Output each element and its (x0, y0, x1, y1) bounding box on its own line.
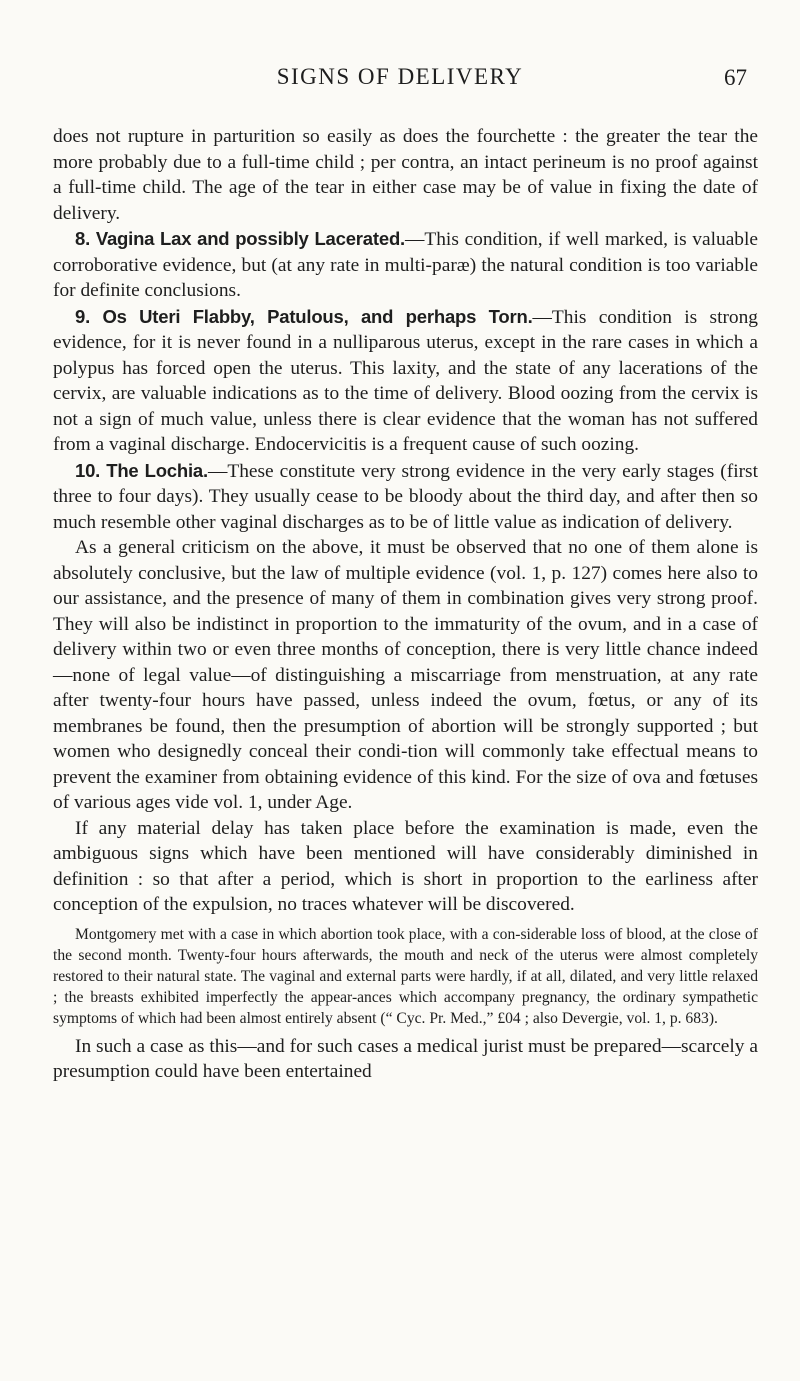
paragraph-text: —This condition is strong evidence, for it is never found in a nulliparous uterus, except in the rare cases in which a polypus has forced open the uterus. This laxity, and the state of any lacerations of the cervix, are valuable indications as to the time of delivery. Blood oozing from the cervix is not a sign of much value, unless there is clear evidence that the woman has not suffered from a vaginal discharge. Endocervicitis is a frequent cause of such oozing. (53, 306, 758, 455)
body-paragraph (53, 226, 758, 304)
section-heading: 9. Os Uteri Flabby, Patulous, and perhaps Torn. (75, 305, 533, 327)
body-paragraph (53, 304, 758, 458)
section-heading: 8. Vagina Lax and possibly Lacerated. (75, 228, 405, 249)
running-head: SIGNS OF DELIVERY (276, 64, 524, 89)
paragraph-text: —This condition, if well marked, is valuable corroborative evidence, but (at any rate in multi-paræ) the natural condition is too variable for definite conclusions. (53, 229, 758, 301)
body-paragraph (53, 535, 758, 816)
paragraph-text: If any material delay has taken place before the examination is made, even the ambiguous signs which have been mentioned will have considerably diminished in definition : so that after a period, which is short in proportion to the earliness after conception of the expulsion, no traces whatever will be discovered. (53, 817, 758, 915)
section-heading: 10. The Lochia. (75, 459, 208, 481)
paragraph-text: In such a case as this—and for such cases a medical jurist must be prepared—scarcely a presumption could have been entertained (53, 1035, 758, 1083)
body-paragraph (53, 816, 758, 918)
body-paragraph (53, 458, 758, 536)
page-number: 67 (724, 65, 747, 90)
paragraph-text: —These constitute very strong evidence in the very early stages (first three to four days). They usually cease to be bloody about the third day, and after then so much resemble other vaginal discharges as to be of little value as indication of delivery. (53, 460, 758, 533)
case-note-paragraph (53, 924, 758, 1030)
page-header (0, 64, 800, 94)
paragraph-text: As a general criticism on the above, it must be observed that no one of them alone is absolutely conclusive, but the law of multiple evidence (vol. 1, p. 127) comes here also to our assistance, and the presence of many of them in combination gives very strong proof. They will also be indistinct in proportion to the immaturity of the ovum, and in a case of delivery within two or even three months of conception, there is very little chance indeed—none of legal value—of distinguishing a miscarriage from menstruation, at any rate after twenty-four hours have passed, unless indeed the ovum, fœtus, or any of its membranes be found, then the presumption of abortion will be strongly supported ; but women who designedly conceal their condi-tion will commonly take effectual means to prevent the examiner from obtaining evidence of this kind. For the size of ova and fœtuses of various ages vide vol. 1, under Age. (53, 537, 758, 813)
body-paragraph (53, 124, 758, 226)
body-paragraph (53, 1034, 758, 1085)
paragraph-text: Montgomery met with a case in which abortion took place, with a con-siderable loss of blood, at the close of the second month. Twenty-four hours afterwards, the mouth and neck of the uterus were almost completely restored to their natural state. The vaginal and external parts were hardly, if at all, dilated, and very little relaxed ; the breasts exhibited imperfectly the appear-ances which accompany pregnancy, the ordinary sympathetic symptoms of which had been almost entirely absent (“ Cyc. Pr. Med.,” £04 ; also Devergie, vol. 1, p. 683). (53, 925, 758, 1028)
body-text (53, 124, 758, 1085)
paragraph-text: does not rupture in parturition so easily as does the fourchette : the greater the tear the more probably due to a full-time child ; per contra, an intact perineum is no proof against a full-time child. The age of the tear in either case may be of value in fixing the date of delivery. (53, 126, 758, 224)
